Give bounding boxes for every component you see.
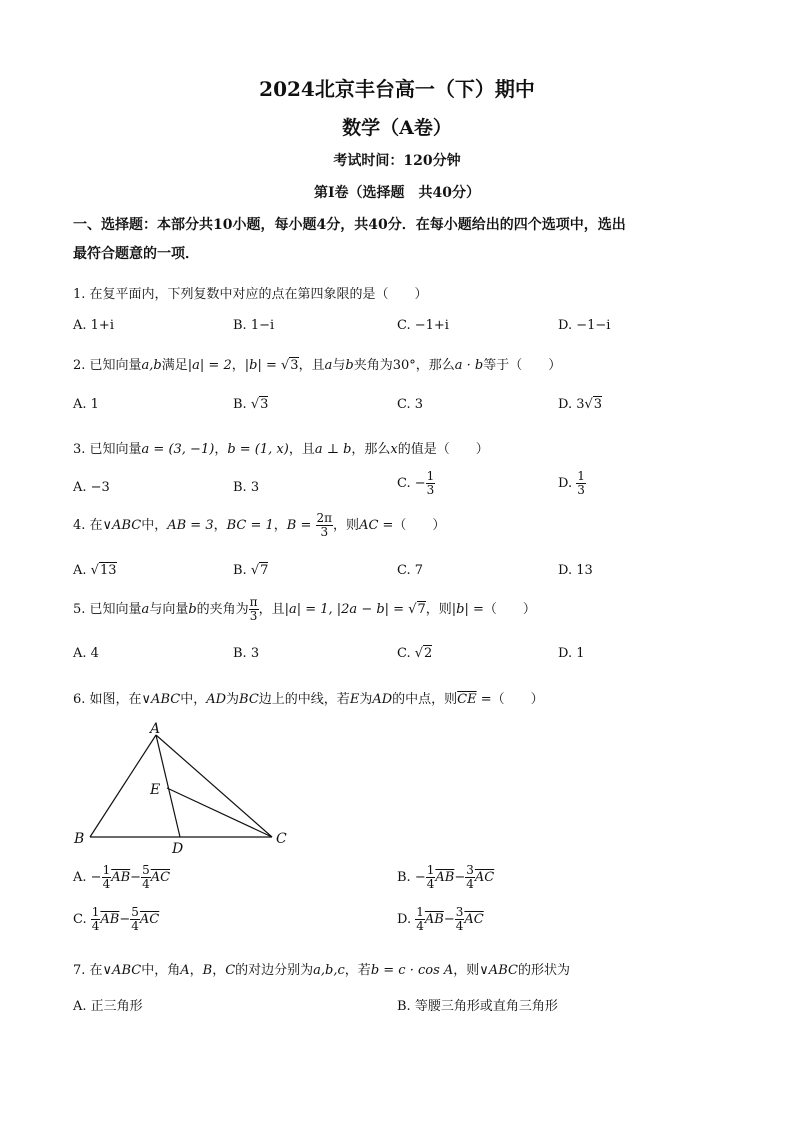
question-1-stem: 1. 在复平面内，下列复数中对应的点在第四象限的是（ ） [73,287,428,302]
question-4-option-a[interactable]: A. √13 [73,563,117,578]
question-6-option-d[interactable]: D. $\frac{1}{4}$ $\overline{AB}-$ $\frac{3}{4}$ $\overline{AC}$ [397,905,484,933]
question-4-option-c[interactable]: C. 7 [397,563,424,578]
question-6-option-c[interactable]: C. $\frac{1}{4}$ $\overline{AB}-$ $\frac{5}{4}$ $\overline{AC}$ [73,905,160,933]
question-5-option-b[interactable]: B. 3 [233,646,260,661]
label-e: E [150,782,161,798]
question-5-option-c[interactable]: C. √2 [397,646,433,661]
question-4-option-b[interactable]: B. √7 [233,563,269,578]
section-heading-line1: 一、选择题：本部分共10小题，每小题4分，共40分．在每小题给出的四个选项中，选出 [73,217,626,233]
question-1-option-c[interactable]: C. −1+i [397,318,449,333]
side-ab [90,735,156,837]
question-1-option-a[interactable]: A. 1+i [73,318,114,333]
question-2-option-d[interactable]: D. 3√3 [558,397,603,412]
question-5-option-a[interactable]: A. 4 [73,646,99,661]
exam-duration: 考试时间：120分钟 [333,153,461,169]
question-2-option-b[interactable]: B. √3 [233,397,269,412]
question-3-stem: 3. 已知向量a = (3, −1)，b = (1, x)，且a ⊥ b，那么x的值是（ ） [73,442,489,457]
question-7-stem: 7. 在∨ABC中，角A，B，C的对边分别为a,b,c，若b = c · cos A，则∨ABC的形状为 [73,963,570,978]
label-c: C [276,831,287,847]
question-3-option-b[interactable]: B. 3 [233,480,260,495]
question-7-option-a[interactable]: A. 正三角形 [73,999,143,1014]
question-4-option-d[interactable]: D. 13 [558,563,593,578]
side-ac [156,735,272,837]
question-5-stem: 5. 已知向量a与向量b的夹角为 $\frac{\pi}{3}$ ，且|a| = 1, |2a − b| = √7，则|b| =（ ） [73,595,536,623]
label-b: B [74,831,85,847]
label-d: D [172,841,184,857]
question-3-option-d[interactable]: D. $\frac{1}{3}$ [558,469,585,497]
subject-title: 数学（A卷） [342,117,452,139]
exam-title: 2024北京丰台高一（下）期中 [259,77,535,101]
question-5-option-d[interactable]: D. 1 [558,646,585,661]
question-6-stem: 6. 如图，在∨ABC中，AD为BC边上的中线，若E为AD的中点，则$\overline{CE}$ =（ ） [73,692,544,707]
question-3-option-a[interactable]: A. −3 [73,480,110,495]
question-7-option-b[interactable]: B. 等腰三角形或直角三角形 [397,999,558,1014]
triangle-figure [70,722,300,857]
question-4-stem: 4. 在∨ABC中，AB = 3，BC = 1，B = $\frac{2\pi}{3}$ ，则AC =（ ） [73,511,446,539]
segment-ce [167,788,272,837]
question-1-option-b[interactable]: B. 1−i [233,318,275,333]
part-title: 第I卷（选择题 共40分） [313,185,481,201]
question-1-option-d[interactable]: D. −1−i [558,318,611,333]
question-6-option-b[interactable]: B. − $\frac{1}{4}$ $\overline{AB}-$ $\frac{3}{4}$ $\overline{AC}$ [397,863,495,891]
question-6-option-a[interactable]: A. − $\frac{1}{4}$ $\overline{AB}-$ $\frac{5}{4}$ $\overline{AC}$ [73,863,171,891]
question-2-option-c[interactable]: C. 3 [397,397,424,412]
question-2-option-a[interactable]: A. 1 [73,397,99,412]
section-heading-line2: 最符合题意的一项． [73,246,199,262]
question-2-stem: 2. 已知向量a,b满足|a| = 2，|b| = √3，且a与b夹角为30°，那么a · b等于（ ） [73,358,562,373]
label-a: A [150,722,161,737]
question-3-option-c[interactable]: C. − $\frac{1}{3}$ [397,469,435,497]
